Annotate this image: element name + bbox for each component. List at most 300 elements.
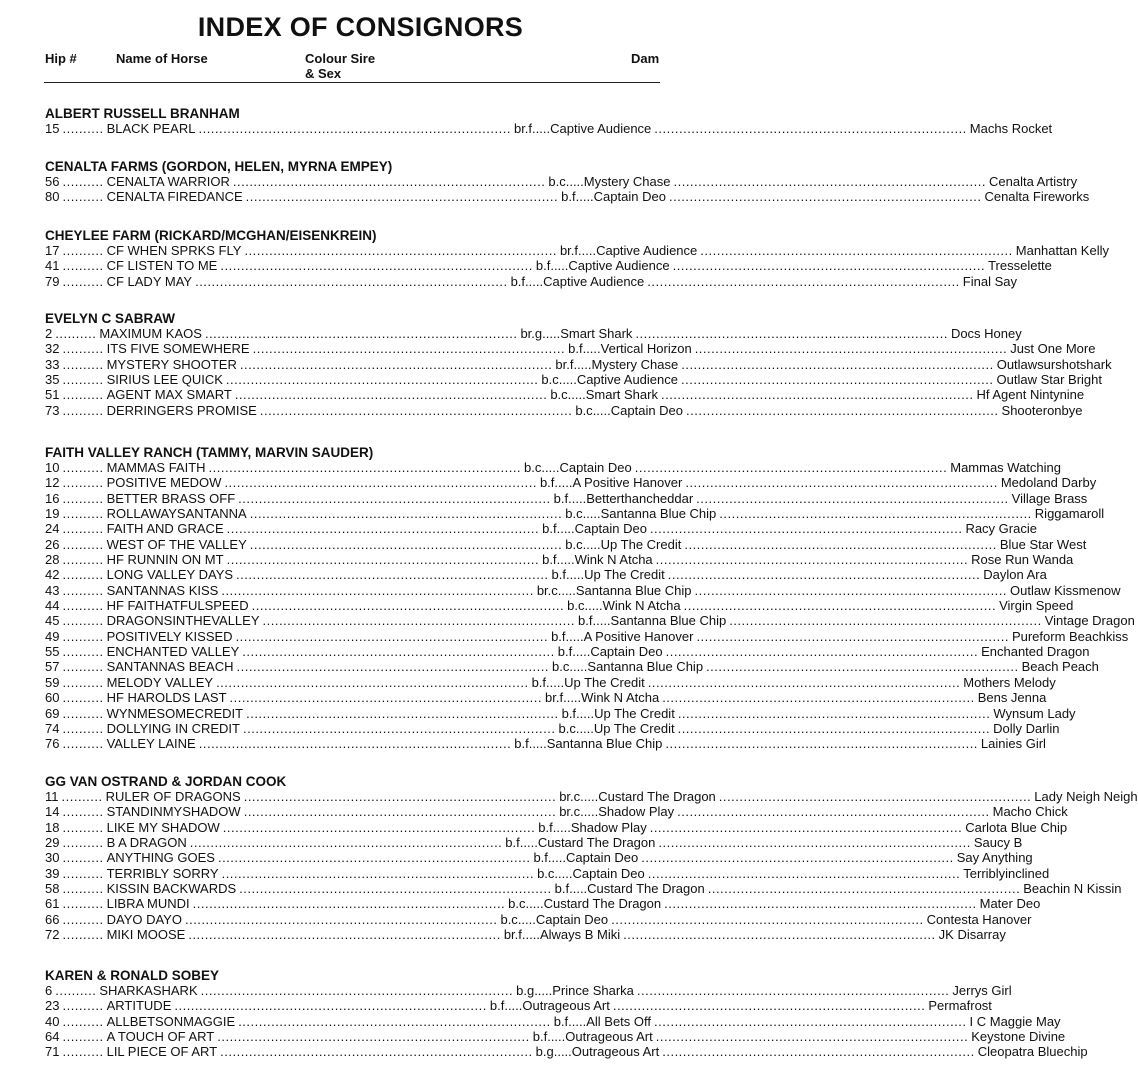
colour-sex: br.c — [559, 789, 581, 804]
dot-leader: ..... — [584, 598, 603, 614]
colour-sex: b.f — [542, 521, 557, 537]
dam-name: Permafrost — [928, 998, 992, 1014]
dam-name: Virgin Speed — [999, 598, 1074, 614]
dot-leader: ............................................................................ — [647, 865, 961, 881]
colour-sex: b.f — [533, 850, 548, 866]
dot-leader: ..... — [546, 674, 565, 690]
column-header-dam: Dam — [631, 51, 660, 66]
horse-entry-row — [45, 243, 1109, 258]
dot-leader: ............................................................................ — [729, 613, 1042, 629]
horse-name: WYNMESOMECREDIT — [106, 705, 244, 721]
horse-entry-row — [45, 121, 1053, 136]
dot-leader: .......... — [62, 835, 104, 851]
colour-sex: b.c — [550, 387, 568, 403]
horse-name: LIL PIECE OF ART — [106, 1044, 218, 1060]
horse-entry-row — [45, 998, 992, 1014]
horse-entry-row — [45, 356, 1112, 372]
sire-name: Captain Deo — [572, 865, 645, 881]
dot-leader: ..... — [565, 174, 584, 189]
sire-name: Outrageous Art — [522, 998, 610, 1014]
dot-leader: .......... — [62, 536, 104, 552]
horse-entry-row — [45, 804, 1068, 820]
dot-leader: ............................................................................ — [677, 720, 991, 736]
horse-name: DAYO DAYO — [106, 911, 182, 927]
dot-leader: ..... — [575, 720, 594, 736]
horse-entry-row — [45, 789, 1138, 804]
dot-leader: ............................................................................ — [654, 121, 967, 136]
hip-number: 60 — [45, 690, 60, 706]
horse-entry-row — [45, 720, 1060, 736]
dam-name: I C Maggie May — [969, 1013, 1061, 1029]
dot-leader: ..... — [569, 659, 588, 675]
hip-number: 17 — [45, 243, 60, 258]
colour-sex: b.f — [514, 736, 529, 752]
colour-sex: b.g — [516, 983, 535, 998]
horse-name: MAXIMUM KAOS — [99, 326, 202, 341]
dot-leader: ..... — [582, 506, 601, 522]
dot-leader: ............................................................................ — [660, 387, 974, 403]
sire-name: Captain Deo — [593, 189, 666, 205]
dot-leader: .......... — [62, 402, 104, 418]
colour-sex: b.f — [538, 819, 553, 835]
dot-leader: ............................................................................ — [221, 865, 535, 881]
dot-leader: .......... — [62, 613, 104, 629]
dot-leader: ..... — [556, 521, 575, 537]
hip-number: 18 — [45, 819, 60, 835]
horse-entry-row — [45, 460, 1062, 475]
dot-leader: ............................................................................ — [662, 1044, 975, 1060]
hip-number: 26 — [45, 536, 60, 552]
dot-leader: .......... — [62, 243, 104, 258]
colour-sex: b.c — [558, 720, 576, 736]
hip-number: 59 — [45, 674, 60, 690]
consignor-name: GG VAN OSTRAND & JORDAN COOK — [45, 774, 287, 789]
horse-entry-row — [45, 865, 1050, 881]
hip-number: 19 — [45, 506, 60, 522]
dot-leader: ............................................................................ — [200, 983, 514, 998]
dot-leader: ..... — [541, 460, 560, 475]
sire-name: Prince Sharka — [552, 983, 634, 998]
horse-name: LIKE MY SHADOW — [106, 819, 220, 835]
dot-leader: .......... — [62, 659, 104, 675]
horse-name: ITS FIVE SOMEWHERE — [106, 341, 250, 357]
horse-name: MAMMAS FAITH — [106, 460, 206, 475]
horse-name: HF HAROLDS LAST — [106, 690, 227, 706]
dot-leader: ..... — [547, 850, 566, 866]
dam-name: Terriblyinclined — [963, 865, 1050, 881]
dot-leader: ............................................................................ — [189, 835, 503, 851]
consignor-name: EVELYN C SABRAW — [45, 311, 176, 326]
colour-sex: b.f — [542, 552, 557, 568]
horse-entry-row — [45, 736, 1046, 752]
dam-name: Mater Deo — [979, 896, 1041, 912]
horse-name: ALLBETSONMAGGIE — [106, 1013, 236, 1029]
dam-name: Wynsum Lady — [993, 705, 1076, 721]
dot-leader: ..... — [568, 490, 587, 506]
dot-leader: ............................................................................ — [235, 628, 549, 644]
dam-name: Bens Jenna — [977, 690, 1047, 706]
colour-sex: b.f — [553, 490, 569, 506]
colour-sex: b.c — [567, 598, 585, 614]
dot-leader: ............................................................................ — [244, 243, 557, 258]
colour-sex: b.f — [532, 1029, 548, 1045]
hip-number: 58 — [45, 881, 60, 897]
dot-leader: ............................................................................ — [641, 850, 954, 866]
dot-leader: ............................................................................ — [623, 927, 936, 943]
dot-leader: ............................................................................ — [238, 490, 551, 506]
dot-leader: ............................................................................ — [706, 659, 1019, 675]
sire-name: Captain Deo — [590, 644, 663, 660]
dam-name: Racy Gracie — [965, 521, 1037, 537]
dot-leader: ............................................................................ — [694, 582, 1008, 598]
horse-entry-row — [45, 983, 1012, 998]
horse-name: VALLEY LAINE — [106, 736, 196, 752]
dot-leader: ..... — [580, 789, 599, 804]
hip-number: 24 — [45, 521, 60, 537]
dot-leader: ..... — [554, 865, 573, 881]
sire-name: Wink N Atcha — [581, 690, 660, 706]
colour-sex: b.f — [505, 835, 520, 851]
dot-leader: ............................................................................ — [184, 911, 498, 927]
hip-number: 6 — [45, 983, 53, 998]
dot-leader: ..... — [521, 927, 540, 943]
sire-name: Smart Shark — [585, 387, 658, 403]
colour-sex: br.c — [536, 582, 558, 598]
sire-name: Santanna Blue Chip — [587, 659, 704, 675]
dot-leader: ............................................................................ — [635, 326, 948, 341]
horse-entry-row — [45, 475, 1097, 491]
sire-name: Wink N Atcha — [602, 598, 681, 614]
dam-name: Machs Rocket — [969, 121, 1053, 136]
sire-name: Mystery Chase — [583, 174, 671, 189]
dot-leader: ............................................................................ — [694, 341, 1008, 357]
hip-number: 2 — [45, 326, 53, 341]
hip-number: 40 — [45, 1013, 60, 1029]
colour-sex: b.c — [524, 460, 542, 475]
horse-entry-row — [45, 341, 1096, 357]
horse-name: FAITH AND GRACE — [106, 521, 224, 537]
dot-leader: ............................................................................ — [216, 674, 529, 690]
dam-name: Outlaw Kissmenow — [1010, 582, 1121, 598]
horse-entry-row — [45, 659, 1099, 675]
colour-sex: b.c — [508, 896, 526, 912]
dot-leader: ..... — [547, 1029, 566, 1045]
dot-leader: ............................................................................ — [673, 174, 986, 189]
dam-name: Tresselette — [988, 258, 1052, 274]
horse-name: ANYTHING GOES — [106, 850, 215, 866]
dot-leader: ............................................................................ — [239, 356, 553, 372]
sire-name: Captain Deo — [559, 460, 632, 475]
dot-leader: ..... — [525, 273, 544, 289]
dot-leader: ............................................................................ — [672, 258, 986, 274]
hip-number: 74 — [45, 720, 60, 736]
dot-leader: .......... — [62, 896, 104, 912]
dot-leader: .......... — [62, 567, 104, 583]
dot-leader: ............................................................................ — [245, 189, 559, 205]
hip-number: 10 — [45, 460, 60, 475]
dam-name: Jerrys Girl — [952, 983, 1012, 998]
dot-leader: ..... — [532, 121, 551, 136]
dot-leader: .......... — [62, 881, 104, 897]
dot-leader: .......... — [62, 1044, 104, 1060]
colour-sex: b.f — [578, 613, 593, 629]
dot-leader: ............................................................................ — [204, 326, 518, 341]
horse-name: B A DRAGON — [106, 835, 187, 851]
dam-name: Keystone Divine — [971, 1029, 1066, 1045]
sire-name: Santanna Blue Chip — [600, 506, 717, 522]
sire-name: Custard The Dragon — [587, 881, 705, 897]
consignor-name: KAREN & RONALD SOBEY — [45, 968, 220, 983]
dot-leader: ............................................................................ — [658, 835, 971, 851]
consignor-name: CHEYLEE FARM (RICKARD/MCGHAN/EISENKREIN) — [45, 228, 377, 243]
horse-entry-row — [45, 372, 1102, 388]
dot-leader: ..... — [567, 387, 586, 403]
horse-entry-row — [45, 402, 1083, 418]
horse-entry-row — [45, 387, 1085, 403]
colour-sex: b.f — [531, 674, 547, 690]
hip-number: 44 — [45, 598, 60, 614]
dam-name: Village Brass — [1011, 490, 1088, 506]
dot-leader: ............................................................................ — [226, 552, 540, 568]
horse-entry-row — [45, 273, 1017, 289]
sire-name: Captain Deo — [535, 911, 609, 927]
hip-number: 80 — [45, 189, 60, 205]
horse-entry-row — [45, 567, 1047, 583]
hip-number: 56 — [45, 174, 60, 189]
horse-entry-row — [45, 1044, 1088, 1060]
hip-number: 76 — [45, 736, 60, 752]
dot-leader: ..... — [556, 552, 575, 568]
dot-leader: ............................................................................ — [665, 736, 978, 752]
hip-number: 42 — [45, 567, 60, 583]
dot-leader: ............................................................................ — [683, 598, 997, 614]
dot-leader: .......... — [55, 983, 97, 998]
dot-leader: .......... — [62, 1013, 104, 1029]
dam-name: Carlota Blue Chip — [965, 819, 1068, 835]
dot-leader: ............................................................................ — [243, 789, 557, 804]
dot-leader: ..... — [563, 690, 582, 706]
horse-name: CENALTA WARRIOR — [106, 174, 230, 189]
horse-name: AGENT MAX SMART — [106, 387, 232, 403]
horse-entry-row — [45, 1013, 1061, 1029]
horse-name: SANTANNAS KISS — [106, 582, 219, 598]
dot-leader: ............................................................................ — [655, 552, 969, 568]
dot-leader: ............................................................................ — [681, 356, 994, 372]
colour-sex: b.c — [500, 911, 518, 927]
hip-number: 35 — [45, 372, 60, 388]
dot-leader: .......... — [62, 121, 104, 136]
horse-name: SANTANNAS BEACH — [106, 659, 234, 675]
horse-entry-row — [45, 598, 1074, 614]
dot-leader: ............................................................................ — [249, 536, 563, 552]
dot-leader: ............................................................................ — [242, 644, 555, 660]
dot-leader: .......... — [62, 927, 104, 943]
sire-name: Up The Credit — [593, 720, 675, 736]
dot-leader: ............................................................................ — [259, 402, 573, 418]
dot-leader: ............................................................................ — [217, 850, 531, 866]
sire-name: Wink N Atcha — [574, 552, 653, 568]
hip-number: 72 — [45, 927, 60, 943]
hip-number: 69 — [45, 705, 60, 721]
dot-leader: ............................................................................ — [220, 258, 533, 274]
colour-sex: b.f — [510, 273, 526, 289]
sire-name: Shadow Play — [570, 819, 647, 835]
dot-leader: ............................................................................ — [221, 582, 534, 598]
dot-leader: ............................................................................ — [686, 402, 999, 418]
horse-name: POSITIVE MEDOW — [106, 475, 222, 491]
horse-name: CENALTA FIREDANCE — [106, 189, 243, 205]
hip-number: 73 — [45, 402, 60, 418]
horse-name: SHARKASHARK — [99, 983, 198, 998]
horse-name: ROLLAWAYSANTANNA — [106, 506, 247, 522]
colour-sex: br.g — [520, 326, 543, 341]
dot-leader: .......... — [62, 736, 104, 752]
dot-leader: ............................................................................ — [262, 613, 576, 629]
hip-number: 55 — [45, 644, 60, 660]
colour-sex: b.f — [553, 1013, 569, 1029]
sire-name: Up The Credit — [584, 567, 665, 583]
dot-leader: ............................................................................ — [188, 927, 501, 943]
dot-leader: .......... — [62, 674, 104, 690]
dot-leader: .......... — [62, 460, 104, 475]
sire-name: Custard The Dragon — [543, 896, 662, 912]
dam-name: Daylon Ara — [983, 567, 1047, 583]
hip-number: 39 — [45, 865, 60, 881]
dot-leader: ..... — [558, 372, 577, 388]
dot-leader: ............................................................................ — [252, 341, 566, 357]
horse-name: POSITIVELY KISSED — [106, 628, 233, 644]
dot-leader: ............................................................................ — [654, 1013, 967, 1029]
dam-name: Saucy B — [973, 835, 1023, 851]
horse-name: DOLLYING IN CREDIT — [106, 720, 240, 736]
dot-leader: ............................................................................ — [251, 598, 565, 614]
dam-name: Cleopatra Bluechip — [977, 1044, 1088, 1060]
sire-name: Santanna Blue Chip — [610, 613, 727, 629]
dot-leader: ..... — [525, 896, 544, 912]
dot-leader: ..... — [582, 341, 601, 357]
dam-name: Enchanted Dragon — [981, 644, 1090, 660]
dot-leader: ..... — [578, 243, 597, 258]
dot-leader: ............................................................................ — [677, 705, 991, 721]
dot-leader: .......... — [55, 326, 97, 341]
dot-leader: ............................................................................ — [239, 881, 552, 897]
colour-sex: b.f — [551, 628, 566, 644]
colour-sex: b.g — [535, 1044, 554, 1060]
hip-number: 45 — [45, 613, 60, 629]
horse-entry-row — [45, 850, 1033, 866]
dot-leader: ............................................................................ — [664, 896, 977, 912]
dot-leader: ..... — [504, 998, 523, 1014]
colour-sex: b.f — [551, 567, 567, 583]
dot-leader: .......... — [62, 475, 104, 491]
sire-name: Captain Deo — [565, 850, 639, 866]
dam-name: Mothers Melody — [963, 674, 1056, 690]
consignor-section — [45, 106, 1053, 136]
hip-number: 28 — [45, 552, 60, 568]
dot-leader: ............................................................................ — [647, 273, 960, 289]
horse-entry-row — [45, 326, 1022, 341]
hip-number: 41 — [45, 258, 60, 274]
horse-name: MELODY VALLEY — [106, 674, 214, 690]
dot-leader: ............................................................................ — [707, 881, 1021, 897]
dot-leader: ..... — [557, 582, 576, 598]
sire-name: Captain Deo — [610, 402, 684, 418]
dot-leader: ..... — [534, 983, 553, 998]
dot-leader: ............................................................................ — [224, 475, 537, 491]
horse-entry-row — [45, 690, 1047, 706]
horse-entry-row — [45, 674, 1056, 690]
dot-leader: .......... — [62, 690, 104, 706]
hip-number: 11 — [45, 789, 59, 804]
dot-leader: ............................................................................ — [649, 819, 963, 835]
colour-sex: br.c — [559, 804, 581, 820]
dot-leader: .......... — [62, 506, 104, 522]
horse-name: DERRINGERS PROMISE — [106, 402, 257, 418]
dot-leader: ............................................................................ — [236, 659, 549, 675]
page-title: INDEX OF CONSIGNORS — [197, 12, 524, 42]
hip-number: 23 — [45, 998, 60, 1014]
horse-name: HF RUNNIN ON MT — [106, 552, 224, 568]
consignor-section — [45, 774, 1138, 943]
colour-sex: br.f — [545, 690, 564, 706]
dot-leader: ............................................................................ — [243, 804, 557, 820]
dam-name: Beach Peach — [1021, 659, 1099, 675]
horse-entry-row — [45, 613, 1135, 629]
horse-entry-row — [45, 881, 1122, 897]
horse-entry-row — [45, 927, 1006, 943]
sire-name: Captive Audience — [550, 121, 652, 136]
dot-leader: .......... — [62, 705, 104, 721]
horse-name: MIKI MOOSE — [106, 927, 186, 943]
dam-name: Vintage Dragon — [1044, 613, 1135, 629]
horse-entry-row — [45, 552, 1074, 568]
dam-name: Just One More — [1010, 341, 1096, 357]
dam-name: Hf Agent Nintynine — [976, 387, 1085, 403]
horse-name: LONG VALLEY DAYS — [106, 567, 234, 583]
sire-name: A Positive Hanover — [572, 475, 683, 491]
horse-entry-row — [45, 521, 1037, 537]
dot-leader: ............................................................................ — [677, 804, 990, 820]
colour-sex: b.f — [561, 189, 576, 205]
dam-name: Beachin N Kissin — [1023, 881, 1122, 897]
dot-leader: .......... — [62, 720, 104, 736]
dot-leader: ............................................................................ — [198, 736, 512, 752]
dot-leader: .......... — [62, 819, 104, 835]
dot-leader: .......... — [62, 174, 104, 189]
dot-leader: .......... — [62, 998, 104, 1014]
dot-leader: ..... — [582, 536, 601, 552]
colour-sex: b.c — [552, 659, 570, 675]
consignor-section — [45, 968, 1088, 1060]
dot-leader: ............................................................................ — [647, 674, 961, 690]
dot-leader: ............................................................................ — [174, 998, 487, 1014]
sire-name: Santanna Blue Chip — [546, 736, 663, 752]
dot-leader: ..... — [554, 475, 573, 491]
sire-name: Up The Credit — [564, 674, 645, 690]
dot-leader: ............................................................................ — [246, 705, 559, 721]
dot-leader: ............................................................................ — [665, 644, 979, 660]
dot-leader: ............................................................................ — [225, 372, 539, 388]
dot-leader: .......... — [62, 598, 104, 614]
horse-entry-row — [45, 490, 1088, 506]
dot-leader: ..... — [566, 567, 585, 583]
dot-leader: ............................................................................ — [685, 475, 998, 491]
hip-number: 49 — [45, 628, 60, 644]
dot-leader: ..... — [576, 705, 595, 721]
horse-name: BETTER BRASS OFF — [106, 490, 236, 506]
horse-name: DRAGONSINTHEVALLEY — [106, 613, 260, 629]
dam-name: Outlaw Star Bright — [996, 372, 1102, 388]
